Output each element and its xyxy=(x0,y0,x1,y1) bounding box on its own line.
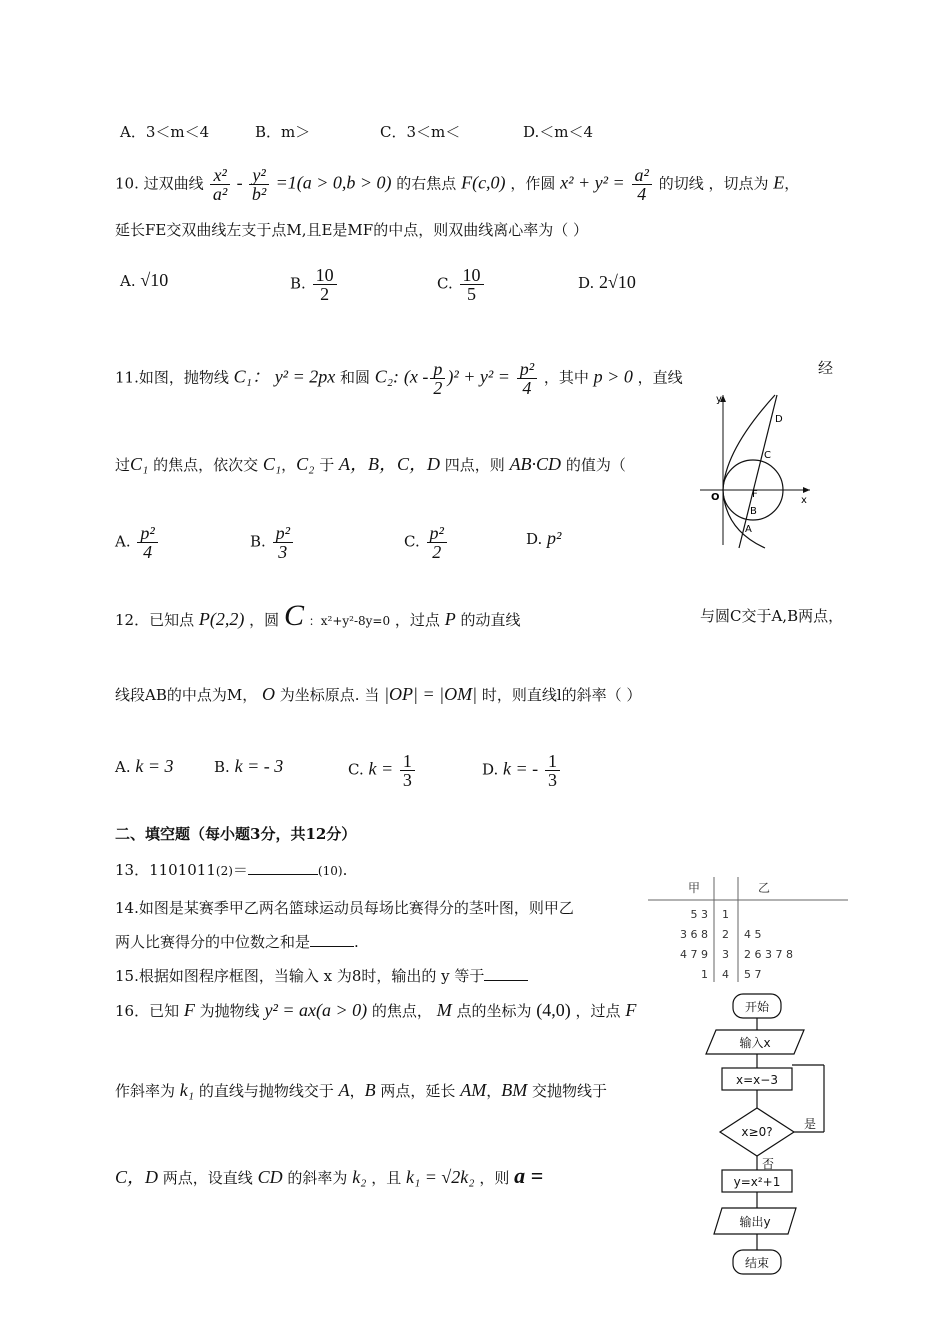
stem-head-right: 乙 xyxy=(758,881,771,895)
stem-row-stem: 2 xyxy=(722,928,729,941)
q11-line1: 11.如图，抛物线 C₁： y² = 2px 和圆 C₂: (x - $\frac{p}{2}$ )² + y² = $\frac{\text{p²}}{4}$ ，其中 p > 0 ，直线 xyxy=(115,359,683,398)
q10-text2: 的右焦点 xyxy=(396,174,457,193)
q11-opt-c: C. $\frac{\text{p²}}{2}$ xyxy=(404,524,449,561)
flow-step2-label: y=x²+1 xyxy=(733,1175,781,1189)
q9-option-b: B．m＞ xyxy=(255,123,311,141)
fig-label-y: y xyxy=(716,394,722,405)
flow-cond-label: x≥0? xyxy=(741,1125,773,1139)
q10-opt-a: √10 xyxy=(140,270,169,290)
q10-circle-lhs: x² + y² = xyxy=(560,172,625,193)
flowchart xyxy=(700,990,840,1280)
flow-step1-label: x=x−3 xyxy=(736,1073,778,1087)
q11-line2: 过C₁ 的焦点，依次交 C₁，C₂ 于 A，B，C，D 四点，则 AB·CD 的值为（ xyxy=(115,454,626,474)
q10-text4: 的切线 ，切点为 xyxy=(658,174,769,193)
q10-frac-radius: $\frac{\text{a²}}{4}$ xyxy=(632,166,652,203)
flow-input-label: 输入x xyxy=(739,1036,771,1050)
q10-frac-y: $\frac{\text{y²}}{\text{b²}}$ xyxy=(249,166,268,203)
q10-frac-x: $\frac{\text{x²}}{\text{a²}}$ xyxy=(210,166,229,203)
q12-opt-d: D. k = - $\frac{1}{3}$ xyxy=(482,752,562,789)
stem-row-right: 5 7 xyxy=(744,968,762,981)
stem-row-right: 2 6 3 7 8 xyxy=(744,948,793,961)
q10-line2: 延长FE交双曲线左支于点M,且E是MF的中点，则双曲线离心率为（ ） xyxy=(115,221,588,239)
stem-leaf-chart xyxy=(648,872,848,982)
q13: 13．1101011(2)＝ (10). xyxy=(115,861,348,879)
flow-end-label: 结束 xyxy=(744,1256,770,1270)
stem-row-stem: 3 xyxy=(722,948,729,961)
fig-label-c: C xyxy=(764,450,771,461)
q15: 15.根据如图程序框图，当输入 x 为8时，输出的 y 等于 xyxy=(115,966,528,986)
section-title: 二、填空题（每小题3分，共12分） xyxy=(115,825,357,843)
fig-label-x: x xyxy=(801,495,807,506)
fig-label-a: A xyxy=(745,524,752,535)
q14-line1: 14.如图是某赛季甲乙两名篮球运动员每场比赛得分的茎叶图，则甲乙 xyxy=(115,899,574,917)
q13-blank xyxy=(248,874,318,875)
q10-focus: F(c,0) xyxy=(461,172,506,193)
q12-line2: 线段AB的中点为M， O 为坐标原点. 当 |OP| = |OM| 时，则直线l的斜率（ ） xyxy=(115,684,642,704)
q14-line2: 两人比赛得分的中位数之和是 . xyxy=(115,933,359,951)
flow-output-label: 输出y xyxy=(739,1215,771,1229)
stem-row-stem: 4 xyxy=(722,968,729,981)
q11-opt-b: B. $\frac{\text{p²}}{3}$ xyxy=(250,524,295,561)
flow-start-label: 开始 xyxy=(744,1000,770,1014)
q16-line3: C，D 两点，设直线 CD 的斜率为 k₂ ，且 k₁ = √2k₂ ，则 a = xyxy=(115,1163,544,1188)
q10-eq-rest: =1(a > 0,b > 0) xyxy=(275,172,392,193)
q12-opt-c: C. k = $\frac{1}{3}$ xyxy=(348,752,417,789)
stem-row-left: 5 3 xyxy=(690,908,708,921)
flow-no-label: 否 xyxy=(761,1157,775,1171)
q10-text1: 过双曲线 xyxy=(143,174,204,193)
q14-blank xyxy=(310,946,354,947)
q10-options xyxy=(120,270,168,291)
q10-point-e: E xyxy=(773,172,785,193)
stem-row-left: 1 xyxy=(701,968,708,981)
q11-opt-d: D. p² xyxy=(526,528,562,548)
q11-figure xyxy=(695,390,815,550)
q10-opt-c: C. $\frac{10}{5}$ xyxy=(437,266,486,303)
q9-option-d: D.＜m＜4 xyxy=(523,123,594,141)
q10-number: 10. xyxy=(115,174,139,193)
stem-row-stem: 1 xyxy=(722,908,729,921)
q10-opt-b: B. $\frac{10}{2}$ xyxy=(290,266,339,303)
stem-row-right: 4 5 xyxy=(744,928,762,941)
q16-line1: 16．已知 F 为抛物线 y² = ax(a > 0) 的焦点， M 点的坐标为 (4,0) ，过点 F xyxy=(115,1000,637,1020)
q12-line1: 12．已知点 P(2,2) ，圆 C ：x²+y²-8y=0 ，过点 P 的动直线 xyxy=(115,599,521,632)
q10-opt-d: D. 2√10 xyxy=(578,272,636,292)
flow-yes-label: 是 xyxy=(803,1117,817,1131)
q11-line1-end: 经 xyxy=(818,359,834,377)
q10-opt-a-label: A. xyxy=(120,272,136,290)
q9-option-a: A．3＜m＜4 xyxy=(120,123,210,141)
fig-label-b: B xyxy=(750,506,757,517)
q15-blank xyxy=(484,980,528,981)
q12-line1-end: 与圆C交于A,B两点， xyxy=(700,607,844,625)
q10-line1: 10. 过双曲线 $\frac{\text{x²}}{\text{a²}}$ - $\frac{\text{y²}}{\text{b²}}$ =1(a > 0,b > 0) 的右焦点 F(c,0) ，作圆 x² + y² = $\frac{\text{a²}}{4}$ 的切线 ，切点为 E， xyxy=(115,165,800,204)
q12-opt-b: B. k = - 3 xyxy=(214,756,284,776)
stem-head-left: 甲 xyxy=(688,881,701,895)
fig-label-f: F xyxy=(752,489,758,500)
q11-opt-a: A. $\frac{\text{p²}}{4}$ xyxy=(115,524,160,561)
q10-text3: ，作圆 xyxy=(510,174,556,193)
stem-row-left: 4 7 9 xyxy=(680,948,708,961)
fig-label-d: D xyxy=(775,414,783,425)
q16-line2: 作斜率为 k₁ 的直线与抛物线交于 A，B 两点，延长 AM，BM 交抛物线于 xyxy=(115,1080,608,1100)
fig-label-o: O xyxy=(711,492,720,503)
stem-row-left: 3 6 8 xyxy=(680,928,708,941)
q12-opt-a: A. k = 3 xyxy=(115,756,174,776)
q9-option-c: C．3＜m＜ xyxy=(380,123,461,141)
